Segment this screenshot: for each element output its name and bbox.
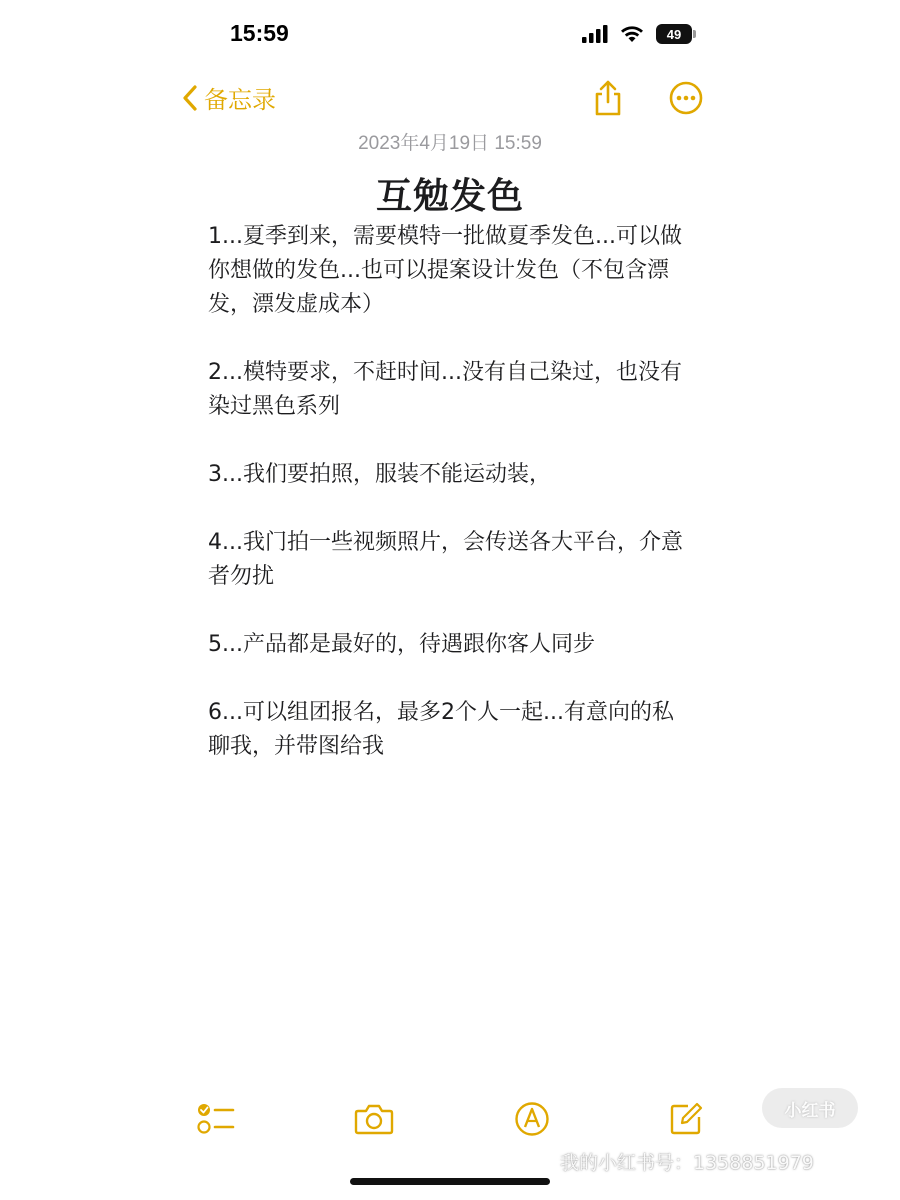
home-indicator[interactable] — [350, 1178, 550, 1185]
camera-button[interactable] — [350, 1095, 398, 1143]
markup-button[interactable] — [508, 1095, 556, 1143]
share-icon — [593, 80, 623, 116]
compose-button[interactable] — [662, 1095, 710, 1143]
status-bar — [0, 0, 900, 72]
note-date: 2023年4月19日 15:59 — [358, 133, 542, 154]
ellipsis-circle-icon — [669, 81, 703, 115]
note-body[interactable] — [208, 220, 684, 798]
watermark-id: 我的小红书号：1358851979 — [560, 1152, 814, 1174]
markup-pen-icon — [514, 1101, 550, 1137]
note-title[interactable]: 互勉发色 — [375, 176, 524, 217]
more-button[interactable] — [666, 78, 706, 118]
status-icons — [582, 24, 692, 44]
note-paragraph[interactable]: 6...可以组团报名，最多2个人一起...有意向的私聊我，并带图给我 — [208, 700, 674, 759]
chevron-left-icon — [182, 85, 198, 111]
checklist-icon — [196, 1101, 236, 1137]
wifi-icon — [620, 25, 644, 43]
compose-icon — [668, 1101, 704, 1137]
note-content[interactable] — [0, 128, 900, 759]
nav-bar — [0, 72, 900, 128]
back-label: 备忘录 — [204, 86, 276, 114]
status-time: 15:59 — [230, 20, 289, 46]
note-paragraph[interactable]: 3...我们要拍照，服装不能运动装， — [208, 462, 551, 487]
note-paragraph[interactable]: 5...产品都是最好的，待遇跟你客人同步 — [208, 632, 595, 657]
note-paragraph[interactable]: 2...模特要求，不赶时间...没有自己染过，也没有染过黑色系列 — [208, 360, 682, 419]
checklist-button[interactable] — [192, 1095, 240, 1143]
note-paragraph[interactable]: 1...夏季到来，需要模特一批做夏季发色...可以做你想做的发色...也可以提案设计发色（不包含漂发，漂发虚成本） — [208, 224, 682, 317]
watermark-badge — [762, 1088, 858, 1128]
battery-level: 49 — [666, 26, 682, 42]
battery-indicator — [656, 24, 692, 44]
share-button[interactable] — [588, 78, 628, 118]
watermark-badge-text: 小红书 — [784, 1100, 836, 1121]
back-button[interactable] — [182, 80, 276, 115]
cellular-signal-icon — [582, 25, 608, 43]
note-paragraph[interactable]: 4...我门拍一些视频照片，会传送各大平台，介意者勿扰 — [208, 530, 683, 589]
camera-icon — [354, 1103, 394, 1135]
